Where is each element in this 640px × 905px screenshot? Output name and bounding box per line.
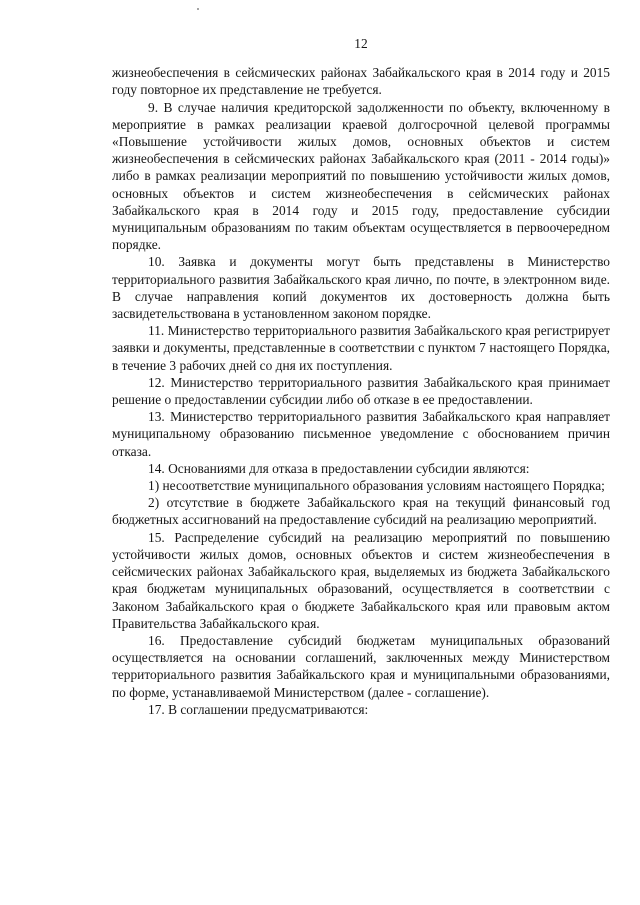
paragraph-item-11: 11. Министерство территориального развития Забайкальского края регистрирует заявки и документы, представленные в соответствии с пунктом 7 настоящего Порядка, в течение 3 рабочих дней со дня их поступления. bbox=[112, 323, 610, 373]
paragraph-item-13: 13. Министерство территориального развития Забайкальского края направляет муниципальному образованию письменное уведомление с обоснованием причин отказа. bbox=[112, 409, 610, 459]
paragraph-item-16: 16. Предоставление субсидий бюджетам муниципальных образований осуществляется на основании соглашений, заключенных между Министерством территориального развития Забайкальского края и муниципальными образованиями, по форме, устанавливаемой Министерством (далее - соглашение). bbox=[112, 632, 610, 700]
paragraph-item-17: 17. В соглашении предусматриваются: bbox=[148, 701, 369, 717]
paragraph-subitem-1: 1) несоответствие муниципального образования условиям настоящего Порядка; bbox=[148, 478, 605, 494]
paragraph-continuation: жизнеобеспечения в сейсмических районах Забайкальского края в 2014 году и 2015 году повторное их представление не требуется. bbox=[112, 65, 610, 98]
paragraph-item-10: 10. Заявка и документы могут быть представлены в Министерство территориального развития Забайкальского края лично, по почте, в электронном виде. В случае направления копий документов их достоверность должна быть засвидетельствована в установленном законом порядке. bbox=[112, 254, 610, 322]
paragraph-item-14: 14. Основаниями для отказа в предоставлении субсидии являются: bbox=[148, 460, 530, 476]
paragraph-item-12: 12. Министерство территориального развития Забайкальского края принимает решение о предоставлении субсидии либо об отказе в ее предоставлении. bbox=[112, 374, 610, 408]
paragraph-item-9: 9. В случае наличия кредиторской задолженности по объекту, включенному в мероприятие в рамках реализации краевой долгосрочной целевой программы «Повышение устойчивости жилых домов, основных объектов и систем жизнеобеспечения в сейсмических районах Забайкальского края (2011 - 2014 годы)» либо в рамках реализации мероприятий по повышению устойчивости жилых домов, основных объектов и систем жизнеобеспечения в сейсмических районах Забайкальского края в 2014 году и 2015 году, предоставление субсидии муниципальным образованиям по таким объектам осуществляется в первоочередном порядке. bbox=[112, 99, 610, 253]
paragraph-subitem-2: 2) отсутствие в бюджете Забайкальского края на текущий финансовый год бюджетных ассигнований на предоставление субсидий на реализацию мероприятий. bbox=[112, 495, 610, 528]
paragraph-item-15: 15. Распределение субсидий на реализацию мероприятий по повышению устойчивости жилых домов, основных объектов и систем жизнеобеспечения в сейсмических районах Забайкальского края, выделяемых из бюджета Забайкальского края бюджетам муниципальных образований, осуществляется в соответствии с Законом Забайкальского края о бюджете Забайкальского края или правовым актом Правительства Забайкальского края. bbox=[112, 529, 610, 631]
page-number: 12 bbox=[354, 36, 368, 51]
